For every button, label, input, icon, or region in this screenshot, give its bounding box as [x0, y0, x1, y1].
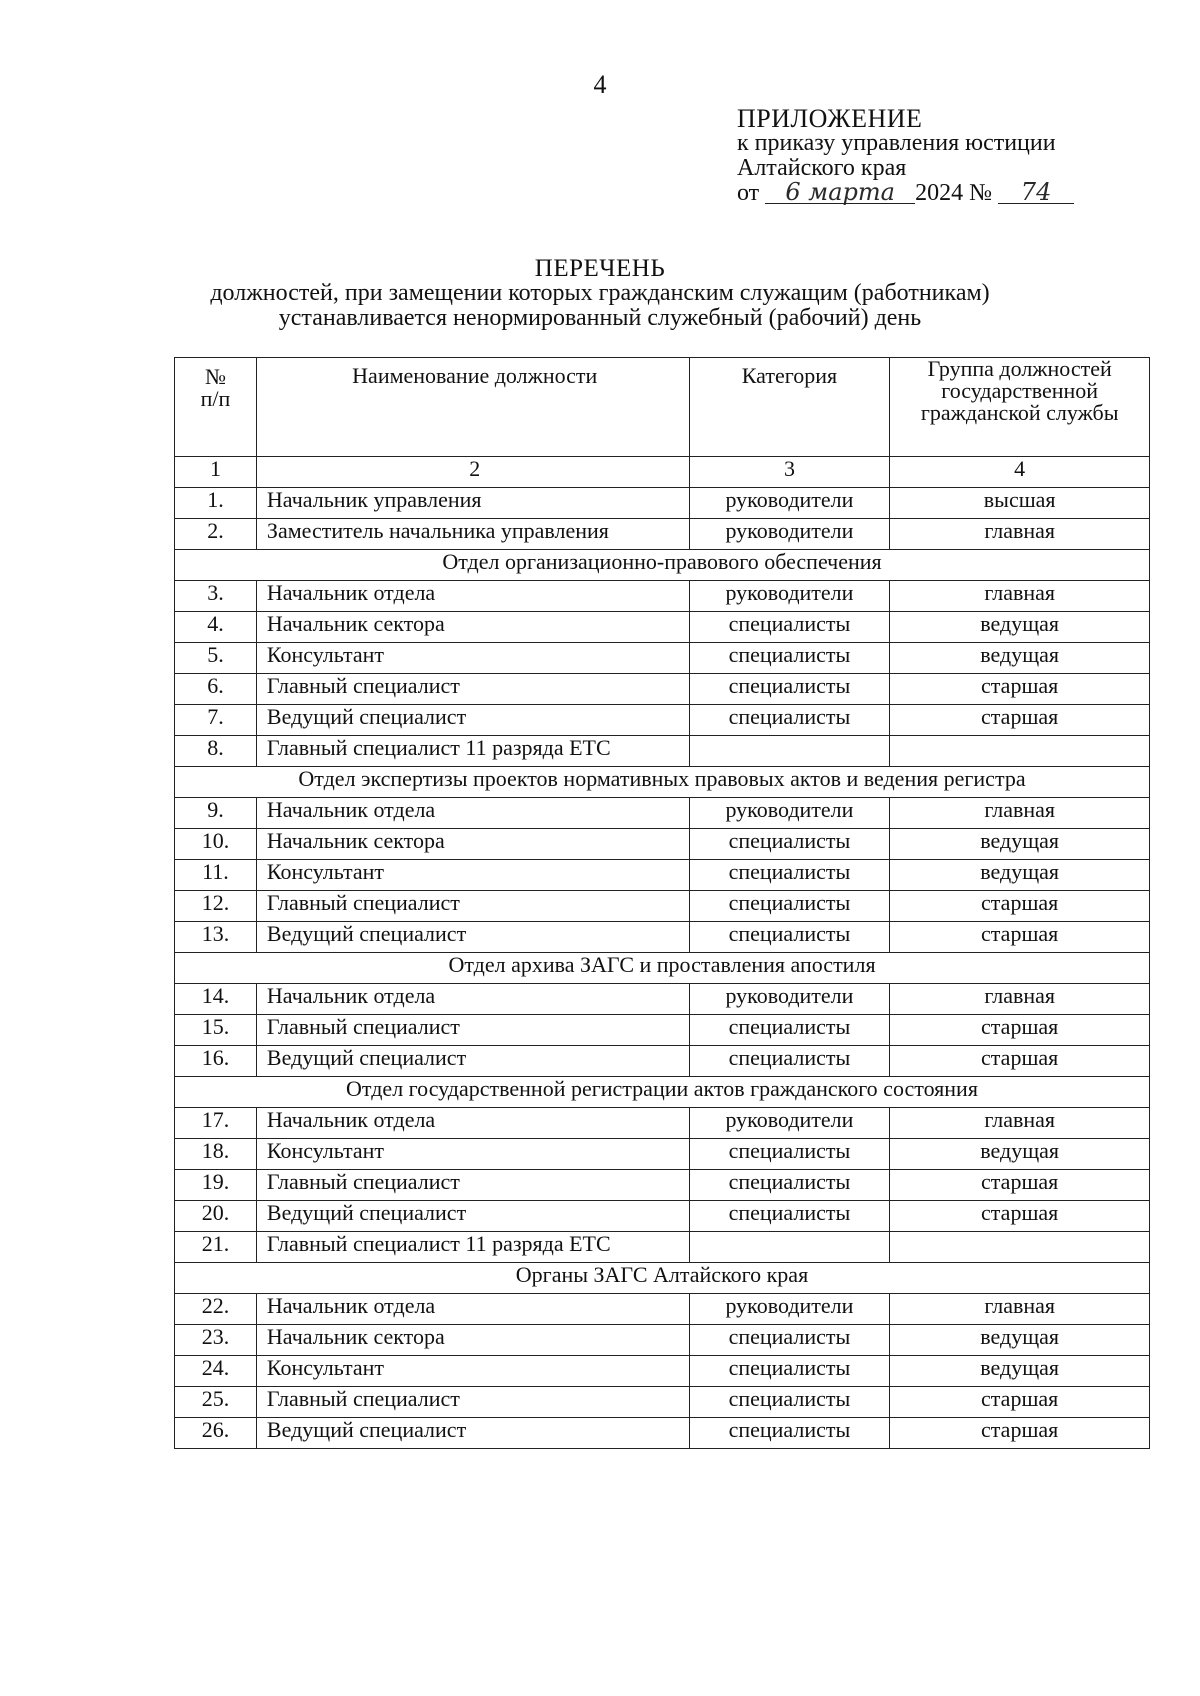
table-row	[175, 674, 1150, 705]
position-name: Главный специалист	[256, 674, 689, 705]
table-body	[175, 488, 1150, 1449]
position-name: Начальник отдела	[256, 798, 689, 829]
date-prefix: от	[737, 180, 760, 206]
row-number: 8.	[175, 736, 257, 767]
appendix-line-1: к приказу управления юстиции	[737, 130, 1056, 156]
position-category: специалисты	[689, 1046, 890, 1077]
position-group: ведущая	[890, 1139, 1150, 1170]
table-row	[175, 1418, 1150, 1449]
section-title: Органы ЗАГС Алтайского края	[175, 1263, 1150, 1294]
position-name: Консультант	[256, 860, 689, 891]
position-name: Начальник отдела	[256, 984, 689, 1015]
position-category: специалисты	[689, 922, 890, 953]
header-category: Категория	[689, 358, 890, 457]
section-title: Отдел организационно-правового обеспечения	[175, 550, 1150, 581]
position-name: Заместитель начальника управления	[256, 519, 689, 550]
position-name: Начальник управления	[256, 488, 689, 519]
position-group	[890, 736, 1150, 767]
table-row	[175, 736, 1150, 767]
row-number: 20.	[175, 1201, 257, 1232]
position-group: ведущая	[890, 829, 1150, 860]
row-number: 14.	[175, 984, 257, 1015]
position-category: специалисты	[689, 612, 890, 643]
row-number: 15.	[175, 1015, 257, 1046]
position-name: Начальник сектора	[256, 829, 689, 860]
appendix-title: ПРИЛОЖЕНИЕ	[737, 104, 923, 133]
position-name: Консультант	[256, 1139, 689, 1170]
position-group: старшая	[890, 1046, 1150, 1077]
table-row	[175, 1139, 1150, 1170]
col-index: 2	[256, 457, 689, 488]
section-row	[175, 767, 1150, 798]
position-category: специалисты	[689, 1387, 890, 1418]
table-header-row	[175, 358, 1150, 457]
position-name: Ведущий специалист	[256, 1046, 689, 1077]
position-name: Главный специалист	[256, 891, 689, 922]
position-category: специалисты	[689, 1325, 890, 1356]
position-category: руководители	[689, 1108, 890, 1139]
row-number: 22.	[175, 1294, 257, 1325]
position-group: старшая	[890, 1170, 1150, 1201]
row-number: 9.	[175, 798, 257, 829]
position-category: специалисты	[689, 674, 890, 705]
table-row	[175, 519, 1150, 550]
position-category: специалисты	[689, 1139, 890, 1170]
position-name: Консультант	[256, 643, 689, 674]
table-row	[175, 1201, 1150, 1232]
row-number: 18.	[175, 1139, 257, 1170]
table-row	[175, 1356, 1150, 1387]
position-name: Главный специалист	[256, 1387, 689, 1418]
table-row	[175, 1325, 1150, 1356]
position-group: ведущая	[890, 1325, 1150, 1356]
row-number: 1.	[175, 488, 257, 519]
position-group: высшая	[890, 488, 1150, 519]
position-category: руководители	[689, 581, 890, 612]
section-row	[175, 550, 1150, 581]
section-row	[175, 1077, 1150, 1108]
col-index: 4	[890, 457, 1150, 488]
table-row	[175, 798, 1150, 829]
row-number: 2.	[175, 519, 257, 550]
position-group: ведущая	[890, 612, 1150, 643]
position-category	[689, 1232, 890, 1263]
position-name: Начальник сектора	[256, 612, 689, 643]
position-group: старшая	[890, 1015, 1150, 1046]
table-row	[175, 1170, 1150, 1201]
position-group: старшая	[890, 1201, 1150, 1232]
table-row	[175, 1046, 1150, 1077]
table-row	[175, 1015, 1150, 1046]
position-name: Консультант	[256, 1356, 689, 1387]
position-group: главная	[890, 984, 1150, 1015]
row-number: 7.	[175, 705, 257, 736]
position-category: руководители	[689, 798, 890, 829]
section-title: Отдел архива ЗАГС и проставления апостиля	[175, 953, 1150, 984]
row-number: 23.	[175, 1325, 257, 1356]
position-category	[689, 736, 890, 767]
position-group: ведущая	[890, 860, 1150, 891]
position-category: руководители	[689, 984, 890, 1015]
position-group: старшая	[890, 1387, 1150, 1418]
table-row	[175, 1108, 1150, 1139]
row-number: 6.	[175, 674, 257, 705]
handwritten-order-number: 74	[998, 181, 1074, 204]
table-row	[175, 1232, 1150, 1263]
page-number: 4	[593, 70, 607, 99]
row-number: 3.	[175, 581, 257, 612]
position-group: главная	[890, 581, 1150, 612]
position-group	[890, 1232, 1150, 1263]
section-title: Отдел экспертизы проектов нормативных правовых актов и ведения регистра	[175, 767, 1150, 798]
position-category: специалисты	[689, 829, 890, 860]
position-category: специалисты	[689, 1418, 890, 1449]
position-name: Ведущий специалист	[256, 1201, 689, 1232]
row-number: 5.	[175, 643, 257, 674]
position-name: Главный специалист	[256, 1170, 689, 1201]
position-category: руководители	[689, 1294, 890, 1325]
table-row	[175, 984, 1150, 1015]
appendix-line-2: Алтайского края	[737, 155, 907, 181]
table-row	[175, 829, 1150, 860]
table-row	[175, 922, 1150, 953]
position-name: Ведущий специалист	[256, 705, 689, 736]
heading-line-2: устанавливается ненормированный служебный (рабочий) день	[278, 305, 922, 331]
position-group: старшая	[890, 705, 1150, 736]
table-row	[175, 860, 1150, 891]
position-group: старшая	[890, 674, 1150, 705]
position-group: главная	[890, 1108, 1150, 1139]
table-row	[175, 581, 1150, 612]
handwritten-date: 6 марта	[765, 181, 915, 204]
section-row	[175, 1263, 1150, 1294]
positions-table	[174, 357, 1150, 1449]
row-number: 13.	[175, 922, 257, 953]
row-number: 26.	[175, 1418, 257, 1449]
position-category: специалисты	[689, 891, 890, 922]
header-num: № п/п	[175, 358, 257, 457]
position-name: Главный специалист 11 разряда ЕТС	[256, 736, 689, 767]
position-group: старшая	[890, 922, 1150, 953]
position-category: специалисты	[689, 1170, 890, 1201]
row-number: 10.	[175, 829, 257, 860]
position-group: главная	[890, 798, 1150, 829]
row-number: 17.	[175, 1108, 257, 1139]
column-index-row	[175, 457, 1150, 488]
table-row	[175, 643, 1150, 674]
position-group: старшая	[890, 891, 1150, 922]
section-row	[175, 953, 1150, 984]
row-number: 24.	[175, 1356, 257, 1387]
row-number: 21.	[175, 1232, 257, 1263]
position-category: руководители	[689, 519, 890, 550]
position-name: Начальник отдела	[256, 581, 689, 612]
position-category: специалисты	[689, 860, 890, 891]
position-name: Начальник отдела	[256, 1108, 689, 1139]
table-row	[175, 612, 1150, 643]
appendix-date-line	[737, 178, 1074, 206]
position-group: главная	[890, 1294, 1150, 1325]
row-number: 4.	[175, 612, 257, 643]
header-name: Наименование должности	[256, 358, 689, 457]
header-group: Группа должностей государственной гражданской службы	[890, 358, 1150, 457]
position-name: Начальник отдела	[256, 1294, 689, 1325]
position-name: Ведущий специалист	[256, 1418, 689, 1449]
position-name: Главный специалист 11 разряда ЕТС	[256, 1232, 689, 1263]
position-category: специалисты	[689, 643, 890, 674]
position-group: главная	[890, 519, 1150, 550]
table-row	[175, 705, 1150, 736]
table-row	[175, 488, 1150, 519]
position-name: Главный специалист	[256, 1015, 689, 1046]
document-heading	[0, 256, 1200, 331]
row-number: 12.	[175, 891, 257, 922]
position-category: специалисты	[689, 1356, 890, 1387]
row-number: 25.	[175, 1387, 257, 1418]
position-category: специалисты	[689, 705, 890, 736]
position-name: Начальник сектора	[256, 1325, 689, 1356]
col-index: 3	[689, 457, 890, 488]
position-name: Ведущий специалист	[256, 922, 689, 953]
heading-line-1: должностей, при замещении которых гражданским служащим (работникам)	[210, 280, 990, 306]
date-year: 2024 №	[915, 180, 993, 206]
appendix-block	[737, 106, 1074, 206]
section-title: Отдел государственной регистрации актов гражданского состояния	[175, 1077, 1150, 1108]
position-category: специалисты	[689, 1201, 890, 1232]
table-row	[175, 1387, 1150, 1418]
heading-title: ПЕРЕЧЕНЬ	[534, 255, 666, 282]
row-number: 11.	[175, 860, 257, 891]
position-group: старшая	[890, 1418, 1150, 1449]
position-group: ведущая	[890, 643, 1150, 674]
col-index: 1	[175, 457, 257, 488]
position-category: специалисты	[689, 1015, 890, 1046]
row-number: 19.	[175, 1170, 257, 1201]
position-group: ведущая	[890, 1356, 1150, 1387]
row-number: 16.	[175, 1046, 257, 1077]
position-category: руководители	[689, 488, 890, 519]
table-row	[175, 1294, 1150, 1325]
table-row	[175, 891, 1150, 922]
